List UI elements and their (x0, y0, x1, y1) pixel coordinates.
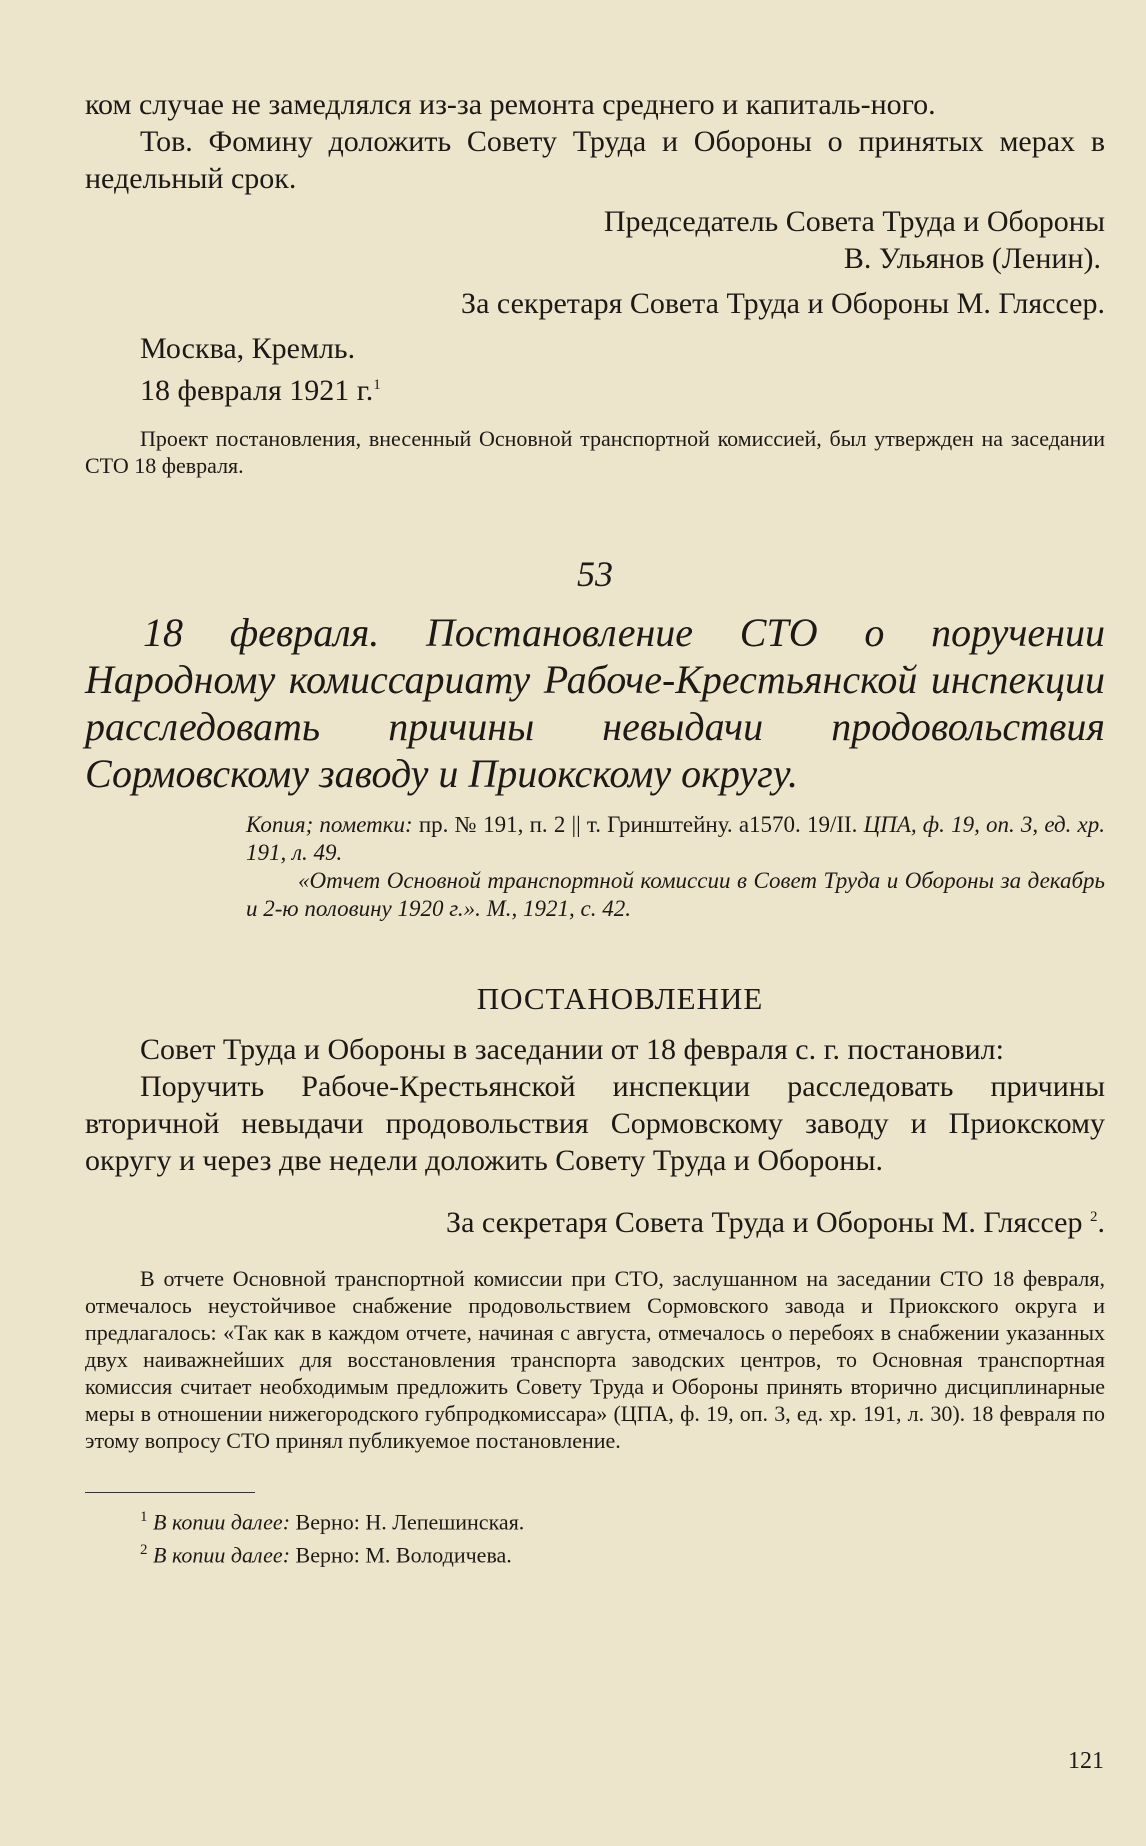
source-archive: ЦПА, ф. 19, оп. 3, ед. хр. 191, л. 49. (246, 812, 1106, 865)
signature-secretary: За секретаря Совета Труда и Обороны М. Гляссер. (461, 287, 1105, 320)
resolution (85, 981, 1105, 1454)
footnote-divider (85, 1492, 255, 1493)
resolution-paragraph-2: Поручить Рабоче-Крестьянской инспекции расследовать причины вторичной невыдачи продовольствия Сормовскому заводу и Приокскому округу и через две недели доложить Совету Труда и Обороны. (85, 1070, 1105, 1177)
document-number: 53 (577, 554, 613, 594)
place: Москва, Кремль. (140, 332, 356, 365)
top-section (85, 86, 1105, 479)
date-line (85, 367, 1105, 409)
footnote-2: $^2$ В копии далее: Верно: М. Володичева. (140, 1542, 512, 1568)
document-53 (85, 553, 1105, 797)
source-marks: пр. № 191, п. 2 || т. Гринштейну. а1570. 19/II. (418, 812, 858, 837)
date: 18 февраля 1921 г. (140, 374, 374, 407)
signature-title: Председатель Совета Труда и Обороны (603, 205, 1105, 238)
source-publication: «Отчет Основной транспортной комиссии в Совет Труда и Обороны за декабрь и 2-ю половину 1920 г.». М., 1921, с. 42. (246, 868, 1105, 921)
editorial-note-2: В отчете Основной транспортной комиссии при СТО, заслушанном на заседании СТО 18 февраля, отмечалось неустойчивое снабжение продовольствием Сормовского завода и Приокского округа и предлагалось: «Так как в каждом отчете, начиная с августа, отмечалось о перебоях в снабжении указанных двух наиважнейших для восстановления транспорта заводских центров, то Основная транспортная комиссия считает необходимым предложить Совету Труда и Обороны принять вторично дисциплинарные меры в отношении нижегородского губпродкомиссара» (ЦПА, ф. 19, оп. 3, ед. хр. 191, л. 30). 18 февраля по этому вопросу СТО принял публикуемое постановление. (85, 1266, 1105, 1453)
resolution-signature: За секретаря Совета Труда и Обороны М. Гляссер $^2$. (446, 1206, 1105, 1239)
instruction-paragraph: Тов. Фомину доложить Совету Труда и Обороны о принятых мерах в недельный срок. (85, 125, 1105, 195)
resolution-heading: ПОСТАНОВЛЕНИЕ (476, 981, 764, 1016)
source-label: Копия; пометки: (246, 812, 413, 837)
source-block (246, 811, 1105, 923)
footnotes (85, 1492, 1105, 1570)
document-title: 18 февраля. Постановление СТО о поручении Народному комиссариату Рабоче-Крестьянской инспекции расследовать причины невыдачи продовольствия Сормовскому заводу и Приокскому округу. (85, 610, 1105, 796)
signature-name: В. Ульянов (Ленин). (843, 242, 1101, 275)
footnote-marker: 1 (373, 377, 381, 393)
page-number: 121 (1068, 1748, 1104, 1774)
footnote-1: $^1$ В копии далее: Верно: Н. Лепешинская. (140, 1509, 525, 1535)
editorial-note-1: Проект постановления, внесенный Основной транспортной комиссией, был утвержден на заседании СТО 18 февраля. (85, 426, 1105, 478)
continuation-paragraph: ком случае не замедлялся из-за ремонта среднего и капиталь-ного. (85, 88, 936, 121)
resolution-paragraph-1: Совет Труда и Обороны в заседании от 18 февраля с. г. постановил: (140, 1033, 1004, 1066)
footnote-marker: 2 (1090, 1209, 1098, 1225)
